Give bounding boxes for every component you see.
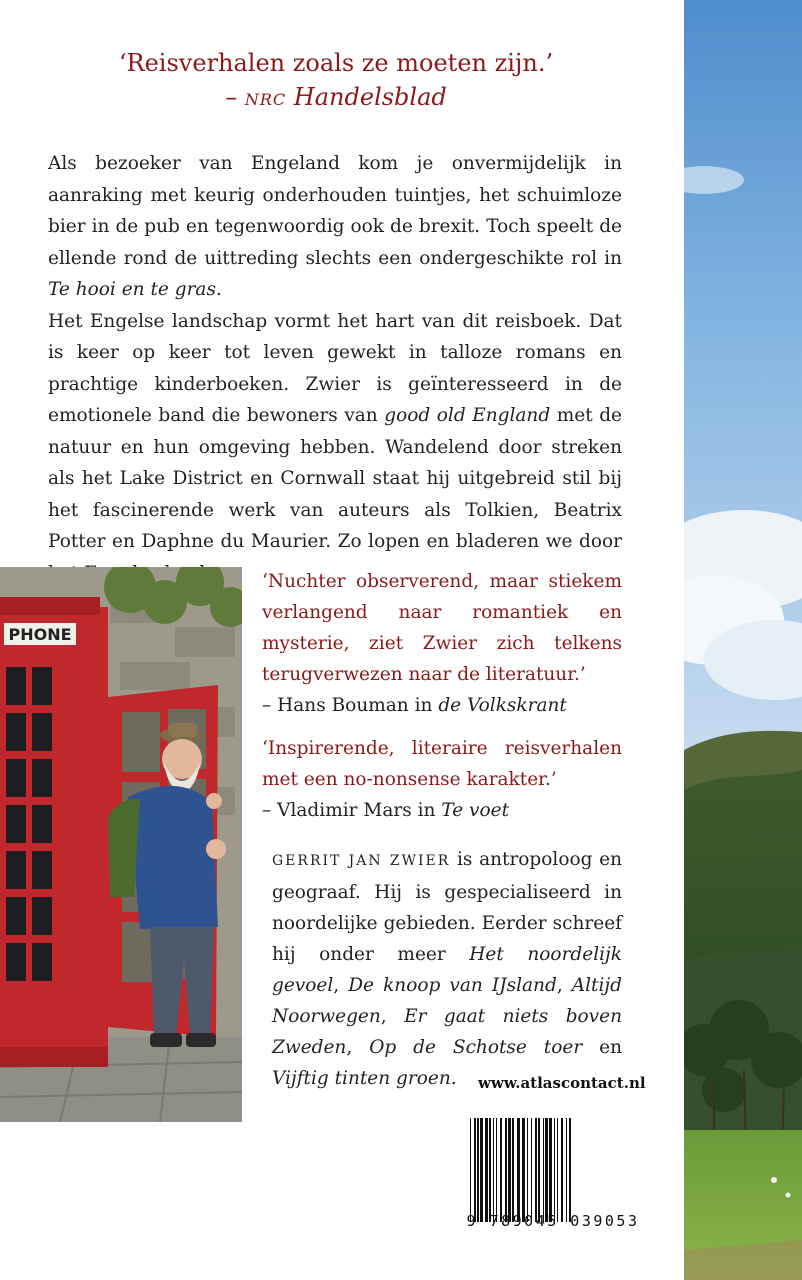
author-bio bbox=[272, 844, 622, 1094]
blurb-book-title: Te hooi en te gras. bbox=[48, 279, 222, 300]
top-quote-source-rest: Handelsblad bbox=[286, 83, 447, 111]
author-phonebox-illustration bbox=[0, 567, 242, 1122]
review-quote-1-source bbox=[262, 690, 622, 721]
publisher-url[interactable]: www.atlascontact.nl bbox=[478, 1074, 646, 1092]
review-quote-2-author: – Vladimir Mars in bbox=[262, 800, 442, 821]
bio-sep-1: , bbox=[333, 975, 349, 996]
top-quote-source bbox=[48, 80, 624, 117]
bio-book-2: De knoop van IJsland bbox=[348, 975, 557, 996]
bio-book-4: Er gaat niets boven Zweden bbox=[272, 1006, 622, 1058]
review-quote-2-source bbox=[262, 795, 622, 826]
bio-sep-5: en bbox=[582, 1037, 623, 1058]
blurb-p2-text-b: met de natuur en hun omgeving hebben. Wandelend door streken als het Lake District en Cornwall staat hij uitgebreid stil bij het fascinerende werk van auteurs als Tolkien, Beatrix Potter en Daphne du Maurier. Zo lopen en bladeren we door bbox=[48, 405, 622, 552]
blurb-p2-text-a: Het Engelse landschap vormt het hart van dit reisboek. Dat is keer op keer tot leven gewekt in talloze romans en prachtige kinderboeken. Zwier is geïnteresseerd in de emotionele band die bewoners van bbox=[48, 310, 622, 426]
bio-sep-4: , bbox=[346, 1037, 370, 1058]
bio-text: is antropoloog en geograaf. Hij is gespecialiseerd in noordelijke gebieden. Eerder schreef hij onder meer bbox=[272, 849, 622, 965]
review-quote-1: ‘Nuchter observerend, maar stiekem verlangend naar romantiek en mysterie, ziet Zwier zich telkens terugverwezen naar de literatuur.’ bbox=[262, 571, 622, 685]
top-quote-source-nrc: NRC bbox=[244, 90, 287, 109]
top-quote-dash: – bbox=[225, 83, 245, 111]
review-quote-2: ‘Inspirerende, literaire reisverhalen met een no-nonsense karakter.’ bbox=[262, 738, 622, 790]
landscape-illustration bbox=[684, 0, 802, 1280]
review-quote-1-author: – Hans Bouman in bbox=[262, 695, 439, 716]
author-photo bbox=[0, 567, 242, 1122]
bio-book-5: Op de Schotse toer bbox=[369, 1037, 583, 1058]
bio-book-1: Het noordelijk gevoel bbox=[272, 944, 622, 996]
bio-book-3: Altijd Noorwegen bbox=[272, 975, 622, 1027]
top-review-quote bbox=[48, 46, 624, 117]
bio-book-6: Vijftig tinten groen bbox=[272, 1068, 451, 1089]
author-name: GERRIT JAN ZWIER bbox=[272, 853, 451, 869]
bio-sep-3: , bbox=[380, 1006, 405, 1027]
blurb-paragraph-1 bbox=[48, 148, 622, 306]
isbn-number: 9 789045 039053 bbox=[466, 1212, 640, 1230]
blurb-p1-text: Als bezoeker van Engeland kom je onvermijdelijk in aanraking met keurig onderhouden tuintjes, het schuimloze bier in de pub en tegenwoordig ook de brexit. Toch speelt de ellende rond de uittreding slechts een ondergeschikte rol in bbox=[48, 153, 622, 269]
bio-sep-2: , bbox=[556, 975, 572, 996]
review-quote-2-publication: Te voet bbox=[441, 800, 510, 821]
top-quote-text: ‘Reisverhalen zoals ze moeten zijn.’ bbox=[118, 49, 554, 77]
blurb-paragraph-2 bbox=[48, 306, 622, 590]
review-quotes bbox=[262, 566, 622, 838]
blurb-p2-emphasis: good old England bbox=[384, 405, 551, 426]
bio-sep-6: . bbox=[450, 1068, 457, 1089]
phonebox-sign: PHONE bbox=[8, 625, 72, 644]
landscape-strip bbox=[684, 0, 802, 1280]
review-quote-1-publication: de Volkskrant bbox=[438, 695, 567, 716]
book-blurb bbox=[48, 148, 622, 589]
